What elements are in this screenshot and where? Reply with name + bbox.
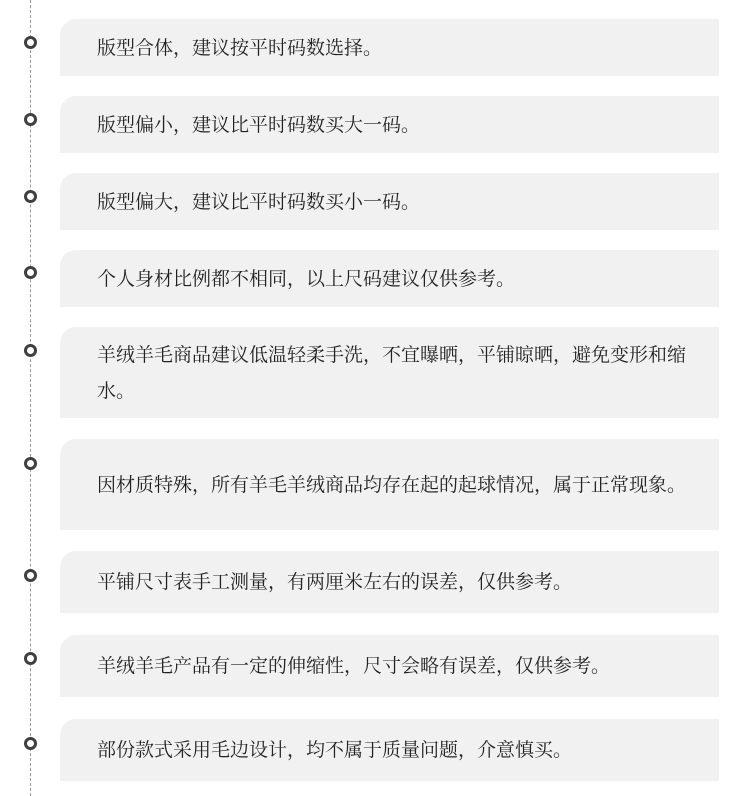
note-card xyxy=(60,96,719,153)
timeline-dot-icon xyxy=(24,36,37,49)
note-text: 版型合体，建议按平时码数选择。 xyxy=(97,36,383,59)
note-text: 部份款式采用毛边设计，均不属于质量问题，介意慎买。 xyxy=(97,739,573,761)
timeline-dot-icon xyxy=(24,652,37,665)
note-text: 版型偏大，建议比平时码数买小一码。 xyxy=(97,190,421,213)
timeline-dot-icon xyxy=(24,737,37,750)
note-card xyxy=(60,327,719,418)
note-card xyxy=(60,173,719,230)
note-card xyxy=(60,719,719,781)
timeline-dot-icon xyxy=(24,266,37,279)
note-card xyxy=(60,551,719,613)
note-text: 羊绒羊毛商品建议低温轻柔手洗，不宜曝晒，平铺晾晒，避免变形和缩水。 xyxy=(97,343,687,402)
timeline-dot-icon xyxy=(24,190,37,203)
note-text: 个人身材比例都不相同，以上尺码建议仅供参考。 xyxy=(97,267,516,290)
note-text: 版型偏小，建议比平时码数买大一码。 xyxy=(97,113,421,136)
note-card xyxy=(60,439,719,530)
note-text: 平铺尺寸表手工测量，有两厘米左右的误差，仅供参考。 xyxy=(97,571,573,593)
timeline-dot-icon xyxy=(24,569,37,582)
timeline-dot-icon xyxy=(24,113,37,126)
timeline-dot-icon xyxy=(24,344,37,357)
note-text: 因材质特殊，所有羊毛羊绒商品均存在起的起球情况，属于正常现象。 xyxy=(97,473,687,496)
note-card xyxy=(60,250,719,307)
note-card xyxy=(60,635,719,697)
note-card xyxy=(60,19,719,76)
note-text: 羊绒羊毛产品有一定的伸缩性，尺寸会略有误差，仅供参考。 xyxy=(97,655,611,677)
timeline-dot-icon xyxy=(24,457,37,470)
